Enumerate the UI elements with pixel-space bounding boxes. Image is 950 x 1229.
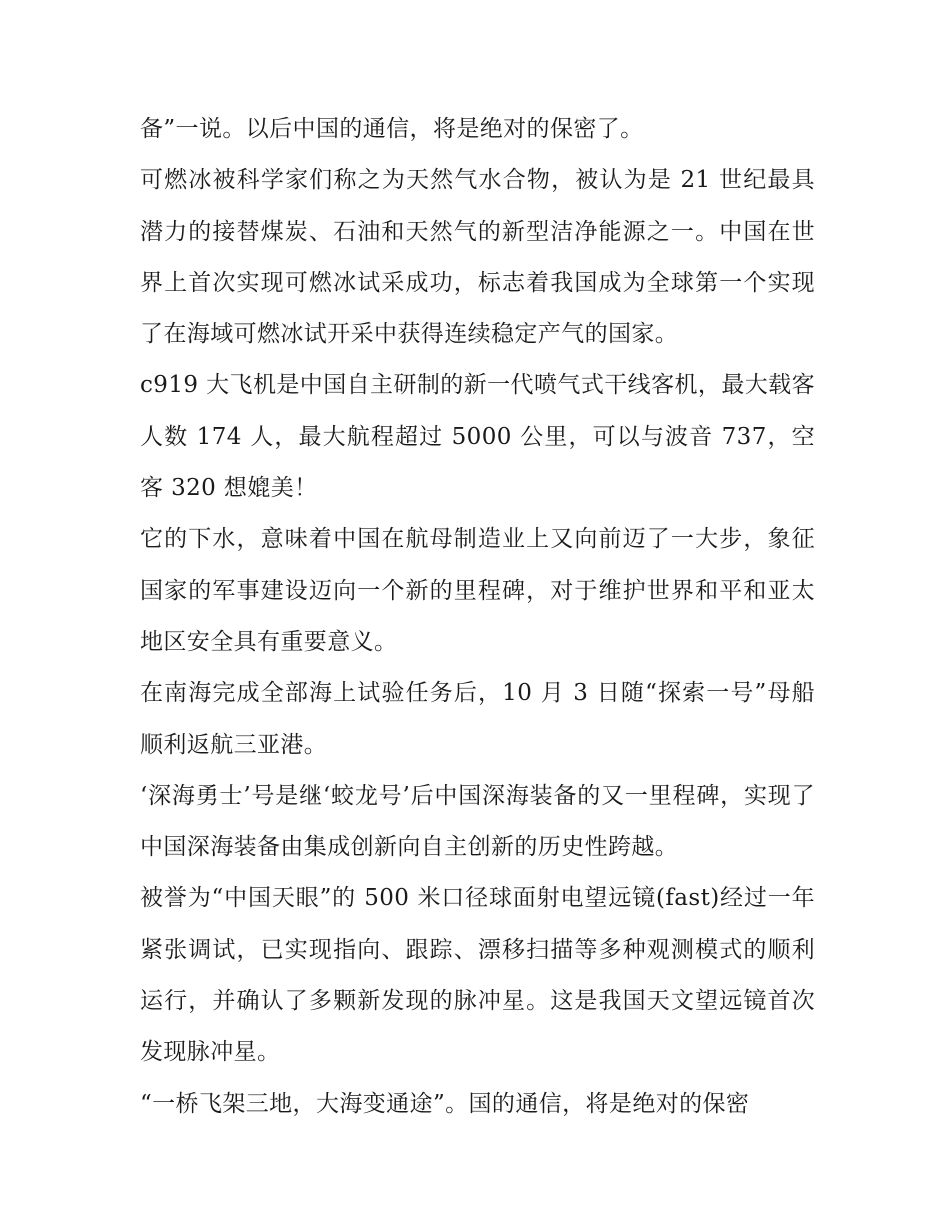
- paragraph-fast-telescope: 被誉为“中国天眼”的 500 米口径球面射电望远镜(fast)经过一年紧张调试，已实现指向、跟踪、漂移扫描等多种观测模式的顺利运行，并确认了多颗新发现的脉冲星。这是我国天文望远镜首次发现脉冲星。: [140, 885, 815, 1066]
- paragraph-south-sea-trial: 在南海完成全部海上试验任务后，10 月 3 日随“探索一号”母船顺利返航三亚港。: [140, 680, 815, 758]
- paragraph-deep-sea-warrior: ‘深海勇士’号是继‘蛟龙号’后中国深海装备的又一里程碑，实现了中国深海装备由集成创新向自主创新的历史性跨越。: [140, 782, 815, 861]
- paragraph-secure-communication: 备”一说。以后中国的通信，将是绝对的保密了。: [140, 116, 644, 142]
- text-body: [140, 104, 815, 1130]
- paragraph-combustible-ice: 可燃冰被科学家们称之为天然气水合物，被认为是 21 世纪最具潜力的接替煤炭、石油和天然气的新型洁净能源之一。中国在世界上首次实现可燃冰试采成功，标志着我国成为全球第一个实现了在海域可燃冰试开采中获得连续稳定产气的国家。: [140, 167, 815, 348]
- paragraph-bridge: “一桥飞架三地，大海变通途”。国的通信，将是绝对的保密: [140, 1090, 750, 1117]
- paragraph-aircraft-carrier: 它的下水，意味着中国在航母制造业上又向前迈了一大步，象征国家的军事建设迈向一个新的里程碑，对于维护世界和平和亚太地区安全具有重要意义。: [140, 526, 815, 655]
- paragraph-c919-aircraft: c919 大飞机是中国自主研制的新一代喷气式干线客机，最大载客人数 174 人，最大航程超过 5000 公里，可以与波音 737，空客 320 想媲美！: [140, 372, 815, 502]
